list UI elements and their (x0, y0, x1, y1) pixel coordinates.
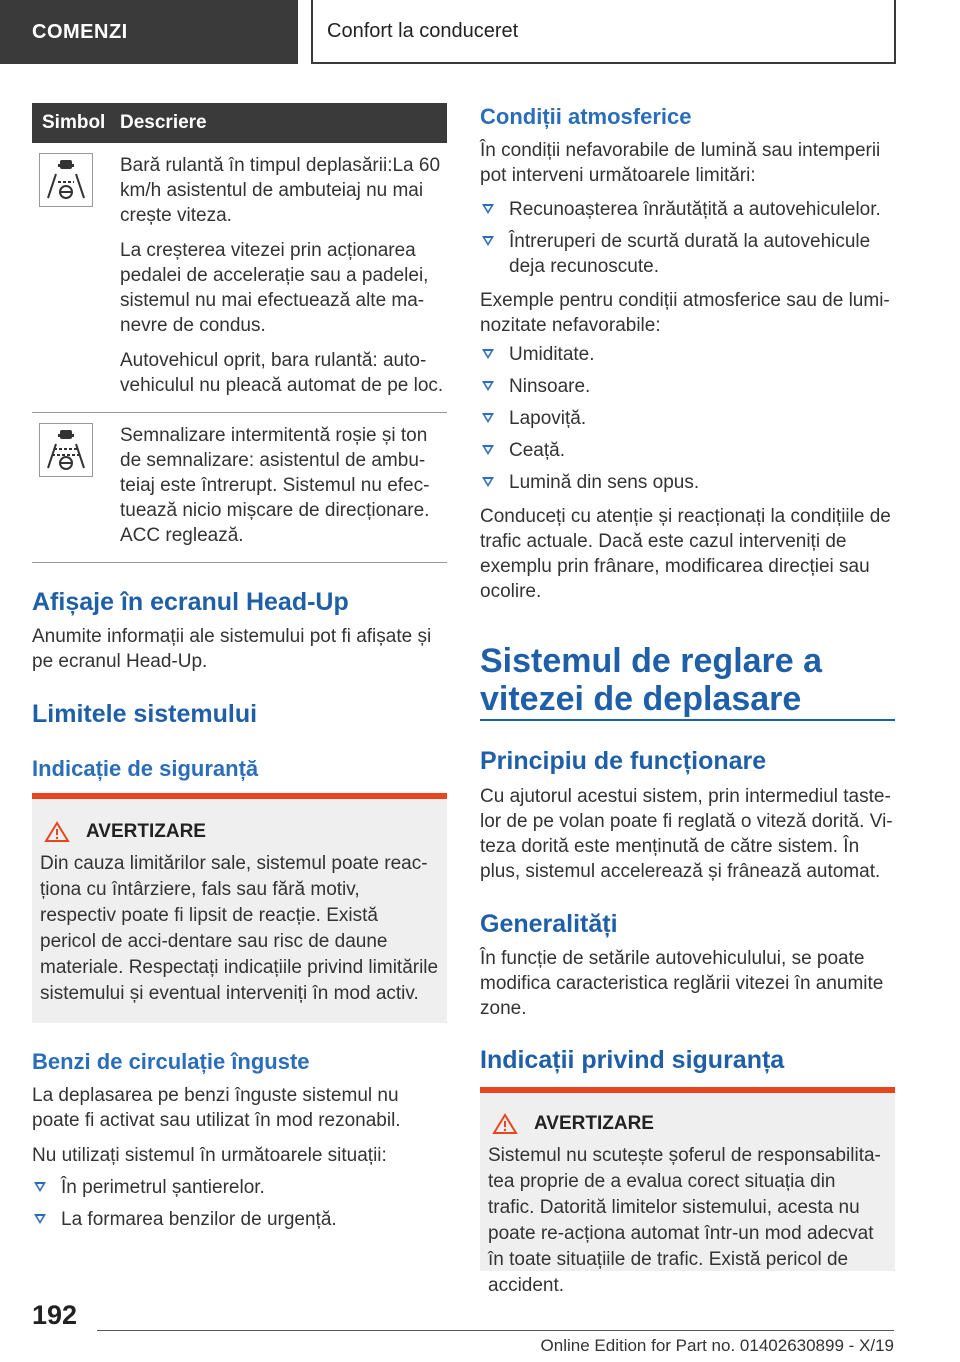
warning-text: Sistemul nu scutește șoferul de responsabilita-tea proprie de a evalua corect situația din trafic. Datorită limitelor sistemului, acesta nu poate re-acționa automat într-un mod adecvat în toate situațiile de trafic. Există pericol de accident. (488, 1145, 881, 1296)
footer-divider (97, 1330, 894, 1331)
examples-text: Exemple pentru condiții atmosferice sau de lumi-nozitate nefavorabile: (480, 290, 890, 336)
list-item: Umiditate. (480, 342, 895, 367)
main-section-title: Sistemul de reglare a vitezei de deplasare (480, 642, 823, 718)
warning-title: AVERTIZARE (534, 1113, 654, 1134)
edition-text: Online Edition for Part no. 01402630899 - X/19 (540, 1336, 894, 1355)
narrow-lanes-list (32, 1175, 447, 1239)
list-item: Lumină din sens opus. (480, 470, 895, 495)
bullet-triangle-icon (34, 1214, 46, 1224)
bullet-triangle-icon (482, 413, 494, 423)
chapter-title: Confort la conduceret (311, 0, 896, 64)
title-divider (480, 719, 895, 721)
examples-list (480, 342, 895, 502)
list-item: În perimetrul șantierelor. (32, 1175, 447, 1200)
symbol-table (32, 103, 447, 563)
description-paragraph: Autovehicul oprit, bara rulantă: auto-vehiculul nu pleacă automat de pe loc. (120, 350, 444, 396)
description-paragraph: Semnalizare intermitentă roșie și ton de semnalizare: asistentul de ambu-teiaj este întrerupt. Sistemul nu efec-tuează nicio mișcare de direcționare. ACC reglează. (120, 425, 430, 546)
bullet-triangle-icon (482, 204, 494, 214)
limits-heading: Limitele sistemului (32, 700, 258, 728)
warning-title: AVERTIZARE (86, 821, 206, 842)
bullet-triangle-icon (34, 1182, 46, 1192)
bullet-triangle-icon (482, 236, 494, 246)
safety-notes-heading: Indicații privind siguranța (480, 1046, 785, 1074)
advice-text: Conduceți cu atenție și reacționați la condițiile de trafic actuale. Dacă este cazul interveniți de exemplu prin frânare, modificarea direcției sau ocolire. (480, 506, 891, 602)
bullet-triangle-icon (482, 445, 494, 455)
principle-text: Cu ajutorul acestui sistem, prin intermediul taste-lor de pe volan poate fi reglată o viteză dorită. Vi-teza dorită este menținută de către sistem. În plus, sistemul accelerează și frânează automat. (480, 786, 893, 882)
weather-heading: Condiții atmosferice (480, 104, 692, 129)
list-item: Lapoviță. (480, 406, 895, 431)
list-item: Ninsoare. (480, 374, 895, 399)
list-item: Întreruperi de scurtă durată la autovehicule deja recunoscute. (480, 229, 895, 279)
bullet-triangle-icon (482, 477, 494, 487)
list-item: Ceață. (480, 438, 895, 463)
table-row (32, 143, 447, 413)
general-text: În funcție de setările autovehiculului, se poate modifica caracteristica reglării vitezei în anumite zone. (480, 948, 884, 1019)
page-number: 192 (32, 1300, 78, 1330)
general-heading: Generalități (480, 910, 618, 938)
warning-triangle-icon (44, 821, 70, 843)
principle-heading: Principiu de funcționare (480, 747, 767, 775)
table-row (32, 413, 447, 563)
weather-list (480, 197, 895, 286)
hud-heading: Afișaje în ecranul Head-Up (32, 588, 349, 616)
narrow-lanes-text: La deplasarea pe benzi înguste sistemul nu poate fi activat sau utilizat în mod rezonabil. (32, 1085, 401, 1131)
safety-heading: Indicație de siguranță (32, 756, 259, 781)
warning-box (32, 793, 447, 1023)
list-item: La formarea benzilor de urgență. (32, 1207, 447, 1232)
warning-box (480, 1087, 895, 1296)
list-item: Recunoașterea înrăutățită a autovehiculelor. (480, 197, 895, 222)
table-header (32, 103, 447, 143)
description-paragraph: Bară rulantă în timpul deplasării:La 60 km/h asistentul de ambuteiaj nu mai crește viteza. (120, 155, 441, 226)
narrow-lanes-text-2: Nu utilizați sistemul în următoarele situații: (32, 1145, 387, 1166)
narrow-lanes-heading: Benzi de circulație înguste (32, 1049, 310, 1074)
column-header-description: Descriere (120, 112, 207, 133)
warning-triangle-icon (492, 1113, 518, 1135)
warning-text: Din cauza limitărilor sale, sistemul poate reac-ționa cu întârziere, fals sau fără motiv, respectiv poate fi lipsit de reacție. Există pericol de acci-dentare sau risc de daune materiale. Respectați indicațiile privind limitările sistemului și eventual interveniți în mod activ. (40, 853, 439, 1004)
column-header-symbol: Simbol (42, 112, 106, 133)
lane-keeping-assistant-icon (39, 153, 93, 207)
weather-text: În condiții nefavorabile de lumină sau intemperii pot interveni următoarele limitări: (480, 140, 881, 186)
bullet-triangle-icon (482, 349, 494, 359)
description-paragraph: La creșterea vitezei prin acționarea pedalei de accelerație sau a padelei, sistemul nu mai efectuează alte ma-nevre de condus. (120, 240, 429, 336)
hud-text: Anumite informații ale sistemului pot fi afișate și pe ecranul Head-Up. (32, 626, 432, 672)
lane-keeping-assistant-interrupted-icon (39, 423, 93, 477)
section-tab: COMENZI (0, 0, 298, 64)
bullet-triangle-icon (482, 381, 494, 391)
